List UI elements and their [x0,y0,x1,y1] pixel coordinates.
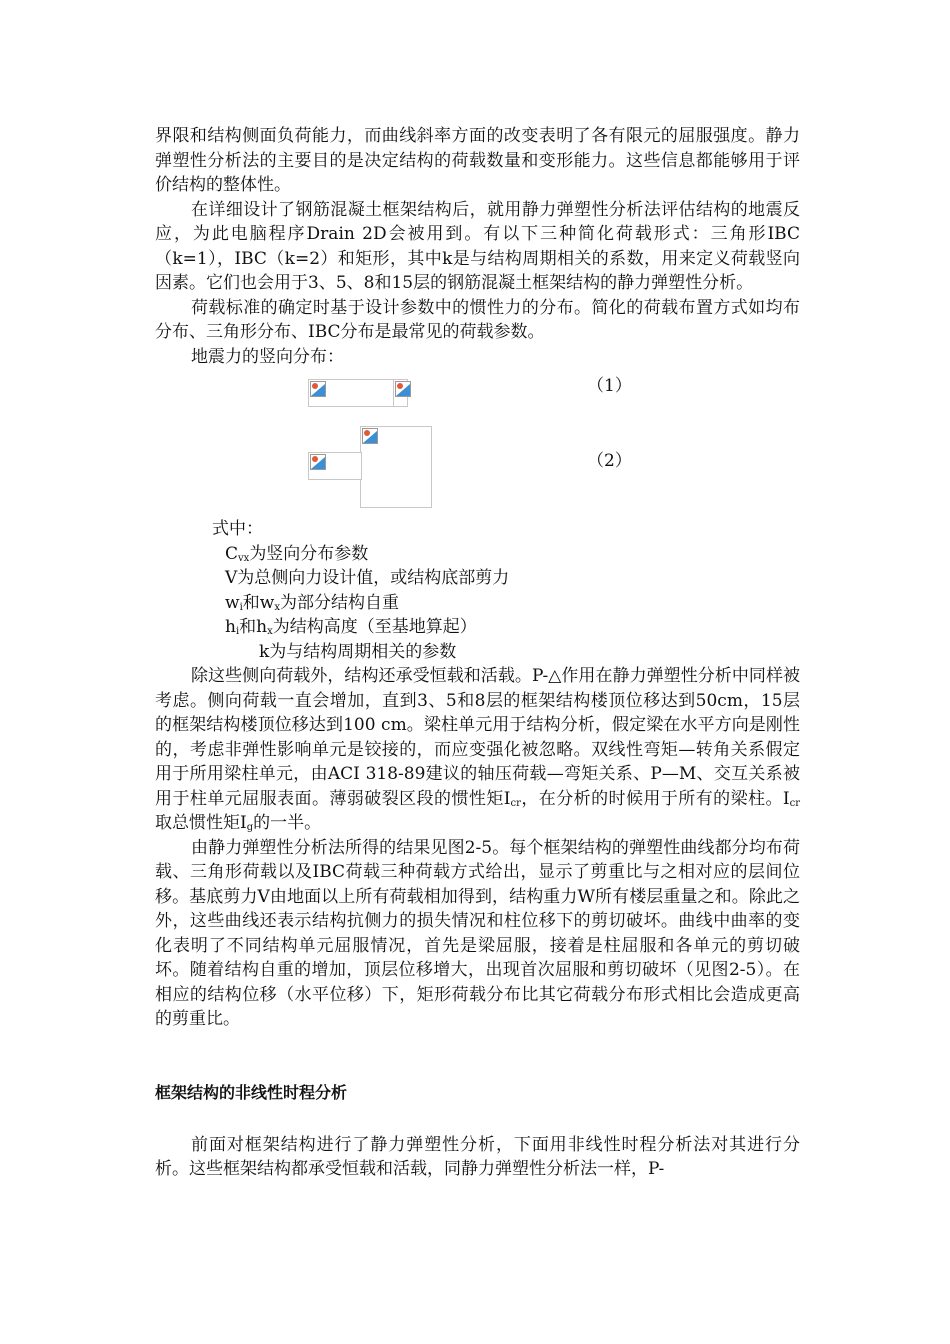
paragraph-2: 在详细设计了钢筋混凝土框架结构后，就用静力弹塑性分析法评估结构的地震反应，为此电脑程序Drain 2D会被用到。有以下三种简化荷载形式：三角形IBC（k=1），IBC（k=2）和矩形，其中k是与结构周期相关的系数，用来定义荷载竖向因素。它们也会用于3、5、8和15层的钢筋混凝土框架结构的静力弹塑性分析。 [155,199,800,293]
definitions-intro: 式中： [212,519,263,539]
equation-image-placeholder [308,452,362,480]
paragraph-5: 除这些侧向荷载外，结构还承受恒载和活载。P-△作用在静力弹塑性分析中同样被考虑。侧向荷载一直会增加，直到3、5和8层的框架结构楼顶位移达到50cm，15层的框架结构楼顶位移达到100 cm。梁柱单元用于结构分析，假定梁在水平方向是刚性的，考虑非弹性影响单元是铰接的，而应变强化被忽略。双线性弯矩—转角关系假定用于所用梁柱单元，由ACI 318-89建议的轴压荷载—弯矩关系、P—M、交互关系被用于柱单元屈服表面。薄弱破裂区段的惯性矩$I_{cr}$，在分析的时候用于所有的梁柱。$I_{cr}$取总惯性矩$I_g$的一半。 [155,666,800,833]
broken-image-icon [395,381,411,397]
definition-v: V为总侧向力设计值，或结构底部剪力 [225,568,510,588]
paragraph-4: 地震力的竖向分布： [191,346,344,367]
document-page [155,124,800,1182]
section-heading: 框架结构的非线性时程分析 [155,1082,348,1102]
equation-1 [155,369,800,419]
definition-cvx: $C_{vx}$为竖向分布参数 [225,543,369,564]
definition-k: k为与结构周期相关的参数 [259,641,457,662]
broken-image-icon [310,381,326,397]
equation-image-placeholder [360,426,432,508]
equation-2 [155,419,800,509]
paragraph-6: 由静力弹塑性分析法所得的结果见图2-5。每个框架结构的弹塑性曲线都分均布荷载、三角形荷载以及IBC荷载三种荷载方式给出，显示了剪重比与之相对应的层间位移。基底剪力V由地面以上所有荷载相加得到，结构重力W所有楼层重量之和。除此之外，这些曲线还表示结构抗侧力的损失情况和柱位移下的剪切破坏。曲线中曲率的变化表明了不同结构单元屈服情况，首先是梁屈服，接着是柱屈服和各单元的剪切破坏。随着结构自重的增加，顶层位移增大，出现首次屈服和剪切破坏（见图2-5）。在相应的结构位移（水平位移）下，矩形荷载分布比其它荷载分布形式相比会造成更高的剪重比。 [155,837,800,1029]
equation-number-2: （2） [587,451,632,471]
paragraph-7: 前面对框架结构进行了静力弹塑性分析，下面用非线性时程分析法对其进行分析。这些框架结构都承受恒载和活载，同静力弹塑性分析法一样，P- [155,1134,800,1179]
paragraph-1: 界限和结构侧面负荷能力，而曲线斜率方面的改变表明了各有限元的屈服强度。静力弹塑性分析法的主要目的是决定结构的荷载数量和变形能力。这些信息都能够用于评价结构的整体性。 [155,126,800,195]
definition-h: $h_i$和$h_x$为结构高度（至基地算起） [225,617,477,637]
paragraph-3: 荷载标准的确定时基于设计参数中的惯性力的分布。简化的荷载布置方式如均布分布、三角形分布、IBC分布是最常见的荷载参数。 [155,297,800,342]
broken-image-icon [362,428,378,444]
equation-image-placeholder [308,379,396,407]
broken-image-icon [310,454,326,470]
equation-image-placeholder [393,379,408,407]
equation-definitions [155,517,800,664]
definition-w: $w_i$和$w_x$为部分结构自重 [225,592,399,613]
equation-number-1: （1） [587,376,632,396]
